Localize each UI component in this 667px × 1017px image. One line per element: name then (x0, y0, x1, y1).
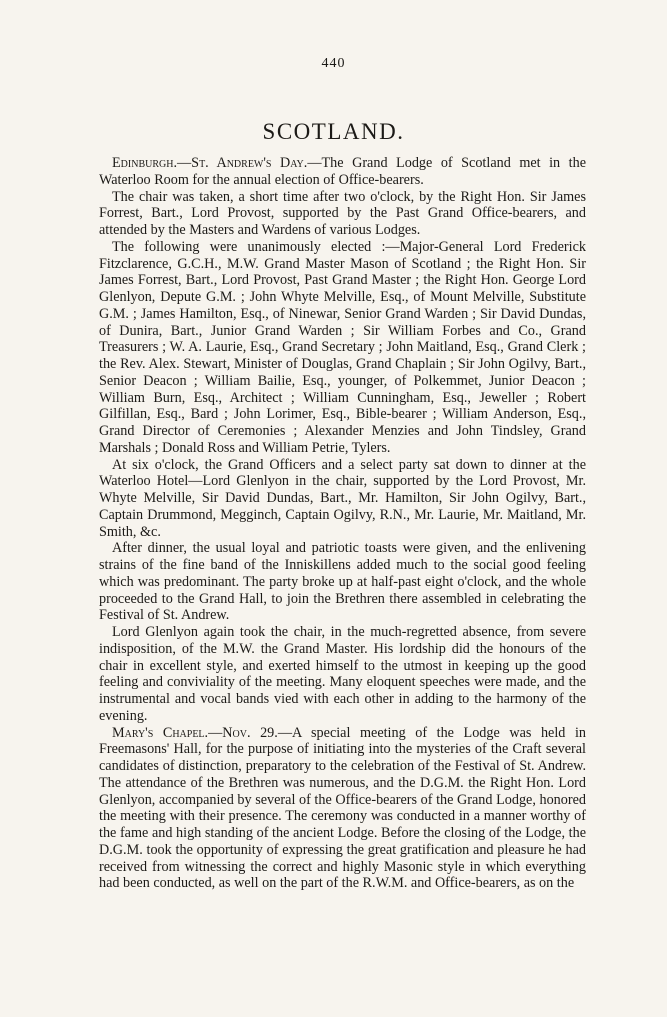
paragraph-text: At six o'clock, the Grand Officers and a select party sat down to dinner at the Waterloo Hotel—Lord Glenlyon in the chair, supported by the Lord Provost, Mr. Whyte Melville, Sir David Dundas, Bart., Mr. Hamilton, Sir John Ogilvy, Bart., Captain Drummond, Megginch, Captain Ogilvy, R.N., Mr. Laurie, Mr. Maitland, Mr. Smith, &c. (99, 456, 586, 540)
paragraph-text: —The Grand Lodge of Scotland met in the Waterloo Room for the annual election of Office-bearers. (99, 155, 586, 188)
paragraph-toasts (99, 540, 586, 624)
paragraph-chair (99, 189, 586, 239)
page-title: SCOTLAND. (262, 119, 405, 144)
page-number: 440 (321, 56, 346, 71)
paragraph-edinburgh-intro (99, 155, 586, 189)
paragraph-text: —A special meeting of the Lodge was held in Freemasons' Hall, for the purpose of initiating into the mysteries of the Craft several candidates of distinction, preparatory to the celebration of the Festival of St. Andrew. The attendance of the Brethren was numerous, and the D.G.M. the Right Hon. Lord Glenlyon, accompanied by several of the Office-bearers of the Grand Lodge, honored the meeting with their presence. The ceremony was conducted in a manner worthy of the fame and high standing of the ancient Lodge. Before the closing of the Lodge, the D.G.M. took the opportunity of expressing the great gratification and pleasure he had received from witnessing the correct and highly Masonic style in which everything had been conducted, as well on the part of the R.W.M. and Office-bearers, as on the (99, 724, 586, 892)
paragraph-text: After dinner, the usual loyal and patriotic toasts were given, and the enlivening strains of the fine band of the Inniskillens added much to the social good feeling which was predominant. The party broke up at half-past eight o'clock, and the whole proceeded to the Grand Hall, to join the Brethren there assembled in celebrating the Festival of St. Andrew. (99, 540, 586, 624)
section-lead: Edinburgh.—St. Andrew's Day. (112, 155, 308, 171)
paragraph-elected-officers (99, 239, 586, 457)
paragraph-text: Lord Glenlyon again took the chair, in the much-regretted absence, from severe indisposition, of the M.W. the Grand Master. His lordship did the honours of the chair in excellent style, and exerted himself to the utmost in keeping up the good feeling and conviviality of the meeting. Many eloquent speeches were made, and the instrumental and vocal bands vied with each other in adding to the harmony of the evening. (99, 624, 586, 724)
paragraph-text: The following were unanimously elected :—Major-General Lord Frederick Fitzclarence, G.C.H., M.W. Grand Master Mason of Scotland ; the Right Hon. Sir James Forrest, Bart., Lord Provost, Past Grand Master ; the Right Hon. George Lord Glenlyon, Depute G.M. ; John Whyte Melville, Esq., of Mount Melville, Substitute G.M. ; James Hamilton, Esq., of Ninewar, Senior Grand Warden ; Sir David Dundas, of Dunira, Bart., Junior Grand Warden ; Sir William Forbes and Co., Grand Treasurers ; W. A. Laurie, Esq., Grand Secretary ; John Maitland, Esq., Grand Clerk ; the Rev. Alex. Stewart, Minister of Douglas, Grand Chaplain ; Sir John Ogilvy, Bart., Senior Deacon ; William Bailie, Esq., younger, of Polkemmet, Junior Deacon ; William Burn, Esq., Architect ; William Cunningham, Esq., Jeweller ; Robert Gilfillan, Esq., Bard ; John Lorimer, Esq., Bible-bearer ; William Anderson, Esq., Grand Director of Ceremonies ; Alexander Menzies and John Tindsley, Grand Marshals ; Donald Ross and William Petrie, Tylers. (99, 238, 586, 456)
section-lead: Mary's Chapel.—Nov. 29. (112, 724, 278, 741)
paragraph-text: The chair was taken, a short time after two o'clock, by the Right Hon. Sir James Forrest, Bart., Lord Provost, supported by the Past Grand Office-bearers, and attended by the Masters and Wardens of various Lodges. (99, 188, 586, 238)
paragraph-marys-chapel (99, 725, 586, 893)
article-body (99, 155, 586, 892)
paragraph-dinner (99, 457, 586, 541)
paragraph-glenlyon (99, 624, 586, 725)
